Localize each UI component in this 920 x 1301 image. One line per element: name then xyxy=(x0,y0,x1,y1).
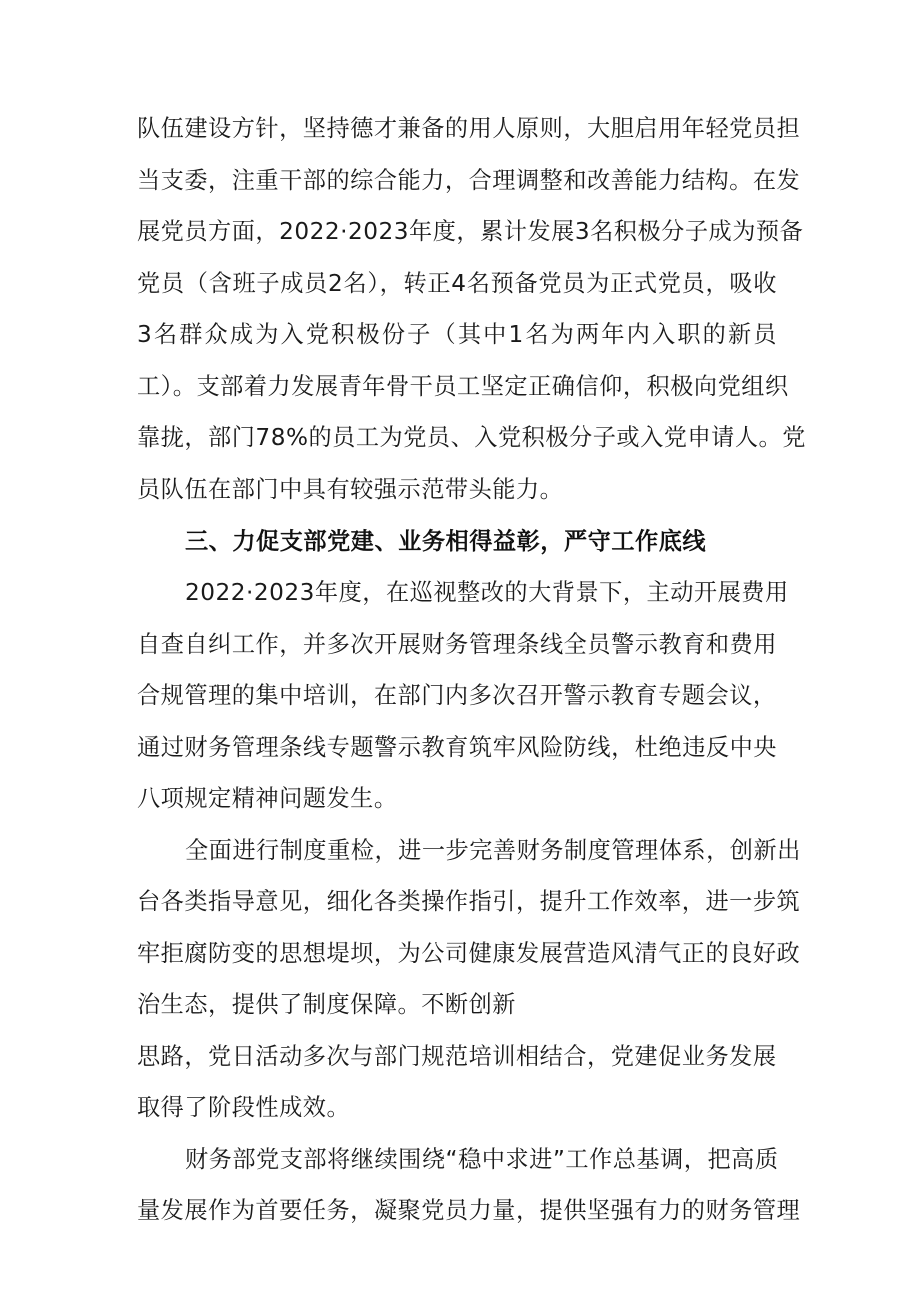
text-line: 队伍建设方针，坚持德才兼备的用人原则，大胆启用年轻党员担 xyxy=(137,115,801,142)
text-line: 全面进行制度重检，进一步完善财务制度管理体系，创新出 xyxy=(185,837,801,864)
text-line: 自查自纠工作，并多次开展财务管理条线全员警示教育和费用 xyxy=(137,631,777,658)
text-line: 2022·2023年度，在巡视整改的大背景下，主动开展费用 xyxy=(185,579,789,606)
text-line: 党员（含班子成员2名），转正4名预备党员为正式党员，吸收 xyxy=(137,270,777,297)
text-line: 牢拒腐防变的思想堤坝，为公司健康发展营造风清气正的良好政 xyxy=(137,940,801,967)
text-line: 当支委，注重干部的综合能力，合理调整和改善能力结构。在发 xyxy=(137,167,801,194)
text-line: 员队伍在部门中具有较强示范带头能力。 xyxy=(137,476,564,503)
text-line: 展党员方面，2022·2023年度，累计发展3名积极分子成为预备 xyxy=(137,218,804,245)
text-line: 治生态，提供了制度保障。不断创新 xyxy=(137,991,516,1018)
text-line: 台各类指导意见，细化各类操作指引，提升工作效率，进一步筑 xyxy=(137,888,801,915)
text-line: 财务部党支部将继续围绕“稳中求进”工作总基调，把高质 xyxy=(185,1146,779,1173)
text-line: 3名群众成为入党积极份子（其中1名为两年内入职的新员 xyxy=(137,321,777,348)
text-line: 靠拢，部门78%的员工为党员、入党积极分子或入党申请人。党 xyxy=(137,424,806,451)
text-line: 思路，党日活动多次与部门规范培训相结合，党建促业务发展 xyxy=(137,1043,777,1070)
text-line: 通过财务管理条线专题警示教育筑牢风险防线，杜绝违反中央 xyxy=(137,734,777,761)
section-heading: 三、力促支部党建、业务相得益彰，严守工作底线 xyxy=(185,528,707,555)
text-line: 合规管理的集中培训，在部门内多次召开警示教育专题会议， xyxy=(137,682,777,709)
text-line: 量发展作为首要任务，凝聚党员力量，提供坚强有力的财务管理 xyxy=(137,1197,801,1224)
text-line: 取得了阶段性成效。 xyxy=(137,1094,351,1121)
text-line: 八项规定精神问题发生。 xyxy=(137,785,398,812)
text-line: 工）。支部着力发展青年骨干员工坚定正确信仰，积极向党组织 xyxy=(137,373,789,400)
